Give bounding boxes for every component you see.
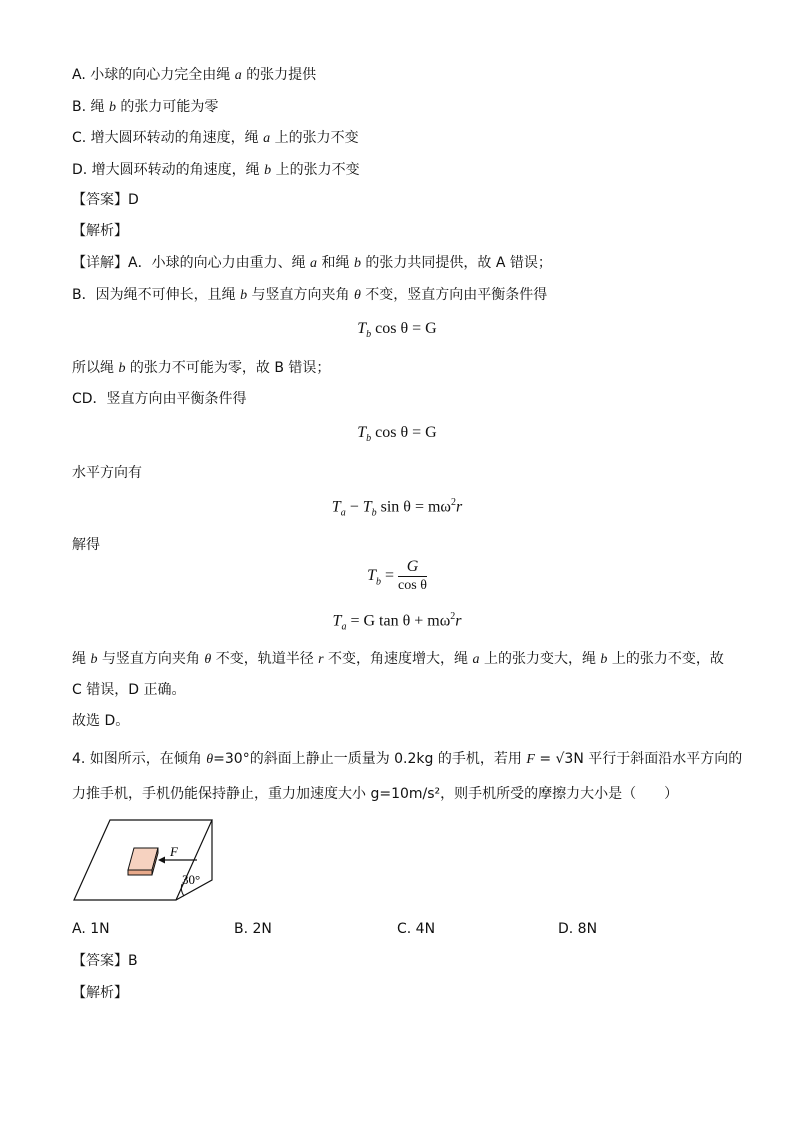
- option-text: 上的张力不变: [271, 162, 360, 178]
- option-text: 的张力可能为零: [115, 99, 219, 115]
- text: CD．竖直方向由平衡条件得: [72, 391, 247, 407]
- eq-subscript: b: [371, 507, 377, 519]
- analysis-label: [72, 221, 128, 241]
- incline-figure: [72, 818, 222, 908]
- eq-text: sin θ = mω: [376, 498, 451, 516]
- eq-symbol: T: [357, 320, 367, 337]
- eq-symbol: T: [357, 424, 367, 441]
- answer-label: 【答案】: [72, 192, 128, 208]
- analysis-label-text: 【解析】: [72, 223, 128, 239]
- equation-4: [0, 558, 794, 595]
- option-b: [72, 97, 218, 118]
- option-a: [72, 65, 316, 86]
- variable: r: [318, 652, 324, 667]
- eq-text: = G tan θ + mω: [346, 612, 451, 630]
- eq-superscript: 2: [450, 611, 456, 622]
- text: =30°的斜面上静止一质量为 0.2kg 的手机，若用: [213, 751, 527, 767]
- angle-label: 30°: [182, 872, 201, 887]
- text: 故选 D。: [72, 713, 130, 729]
- force-label: F: [170, 844, 178, 859]
- text: C 错误，D 正确。: [72, 682, 186, 698]
- option-text: A. 小球的向心力完全由绳: [72, 67, 235, 83]
- eq-subscript: b: [366, 433, 372, 445]
- variable: b: [264, 163, 272, 178]
- text: 绳: [72, 651, 91, 667]
- variable: θ: [204, 652, 212, 667]
- variable: a: [234, 68, 242, 83]
- text: 力推手机，手机仍能保持静止，重力加速度大小 g=10m/s²，则手机所受的摩擦力大小是（ ）: [72, 786, 679, 802]
- q4-option-a: A. 1N: [72, 921, 110, 937]
- eq-symbol: T: [331, 498, 341, 516]
- eq-text: cos θ = G: [371, 320, 437, 337]
- variable: b: [108, 100, 116, 115]
- option-text: 上的张力不变: [270, 130, 359, 146]
- q4-option-b: B. 2N: [234, 921, 272, 937]
- eq-text: =: [381, 567, 399, 585]
- eq-text: cos θ = G: [371, 424, 437, 441]
- eq-subscript: b: [366, 329, 372, 341]
- text: 的张力共同提供，故 A 错误；: [360, 255, 552, 271]
- detail-paragraph-8: [72, 680, 185, 700]
- answer-value: D: [128, 192, 139, 208]
- text: = √3N 平行于斜面沿水平方向的: [534, 751, 743, 767]
- analysis-label-text: 【解析】: [72, 985, 128, 1001]
- option-text: B. 绳: [72, 99, 109, 115]
- eq-subscript: b: [376, 576, 381, 588]
- question-4-line-2: [72, 784, 678, 804]
- text: B．因为绳不可伸长，且绳: [72, 287, 241, 303]
- detail-paragraph-7: [72, 649, 724, 670]
- eq-symbol: T: [362, 498, 372, 516]
- text: A．小球的向心力由重力、绳: [128, 255, 311, 271]
- equation-5: [0, 611, 794, 633]
- eq-symbol: T: [332, 612, 342, 630]
- text: 不变，轨道半径: [211, 651, 319, 667]
- text: 不变，角速度增大，绳: [323, 651, 473, 667]
- q4-option-d: D. 8N: [558, 921, 598, 937]
- detail-paragraph-4: [72, 389, 247, 409]
- text: 上的张力不变，故: [607, 651, 724, 667]
- variable: a: [472, 652, 480, 667]
- variable: a: [263, 131, 271, 146]
- text: 与竖直方向夹角: [97, 651, 205, 667]
- force-arrowhead: [158, 857, 165, 864]
- eq-subscript: a: [341, 621, 347, 633]
- text: 与竖直方向夹角: [247, 287, 354, 303]
- eq-symbol: r: [455, 498, 463, 516]
- fraction-numerator: G: [398, 558, 427, 577]
- eq-text: −: [345, 498, 363, 516]
- option-text: D. 增大圆环转动的角速度，绳: [72, 162, 265, 178]
- equation-1: [0, 320, 794, 340]
- fraction-denominator: cos θ: [398, 578, 427, 593]
- question-4-line-1: [72, 749, 742, 770]
- answer-label: 【答案】: [72, 953, 128, 969]
- equation-2: [0, 424, 794, 444]
- equation-3: [0, 497, 794, 519]
- fraction: [398, 558, 427, 595]
- text: 和绳: [317, 255, 354, 271]
- variable: b: [118, 361, 126, 376]
- eq-superscript: 2: [450, 497, 456, 508]
- q4-answer-line: [72, 951, 138, 971]
- text: 水平方向有: [72, 465, 142, 481]
- detail-paragraph-5: [72, 463, 142, 483]
- option-d: [72, 160, 360, 181]
- variable: b: [240, 288, 248, 303]
- variable: θ: [353, 288, 361, 303]
- q4-analysis-label: [72, 983, 128, 1003]
- q4-option-c: C. 4N: [397, 921, 436, 937]
- text: 4. 如图所示，在倾角: [72, 751, 207, 767]
- answer-line: [72, 190, 139, 210]
- eq-subscript: a: [340, 507, 346, 519]
- text: 上的张力变大，绳: [479, 651, 601, 667]
- answer-value: B: [128, 953, 138, 969]
- detail-paragraph-2: [72, 285, 547, 306]
- text: 解得: [72, 537, 100, 553]
- detail-paragraph-6: [72, 535, 100, 555]
- option-text: 的张力提供: [241, 67, 317, 83]
- variable: b: [353, 256, 361, 271]
- eq-symbol: r: [455, 612, 462, 630]
- variable: b: [600, 652, 608, 667]
- detail-paragraph-3: [72, 358, 330, 379]
- variable: a: [310, 256, 318, 271]
- variable: F: [526, 752, 535, 767]
- detail-label: 【详解】: [72, 255, 128, 271]
- option-c: [72, 128, 359, 149]
- variable: θ: [206, 752, 214, 767]
- text: 的张力不可能为零，故 B 错误；: [125, 360, 331, 376]
- text: 所以绳: [72, 360, 119, 376]
- text: 不变，竖直方向由平衡条件得: [360, 287, 548, 303]
- option-text: C. 增大圆环转动的角速度，绳: [72, 130, 264, 146]
- detail-paragraph-1: [72, 253, 552, 274]
- detail-paragraph-9: [72, 711, 129, 731]
- phone-block-side: [128, 870, 152, 875]
- variable: b: [90, 652, 98, 667]
- eq-symbol: T: [367, 567, 376, 585]
